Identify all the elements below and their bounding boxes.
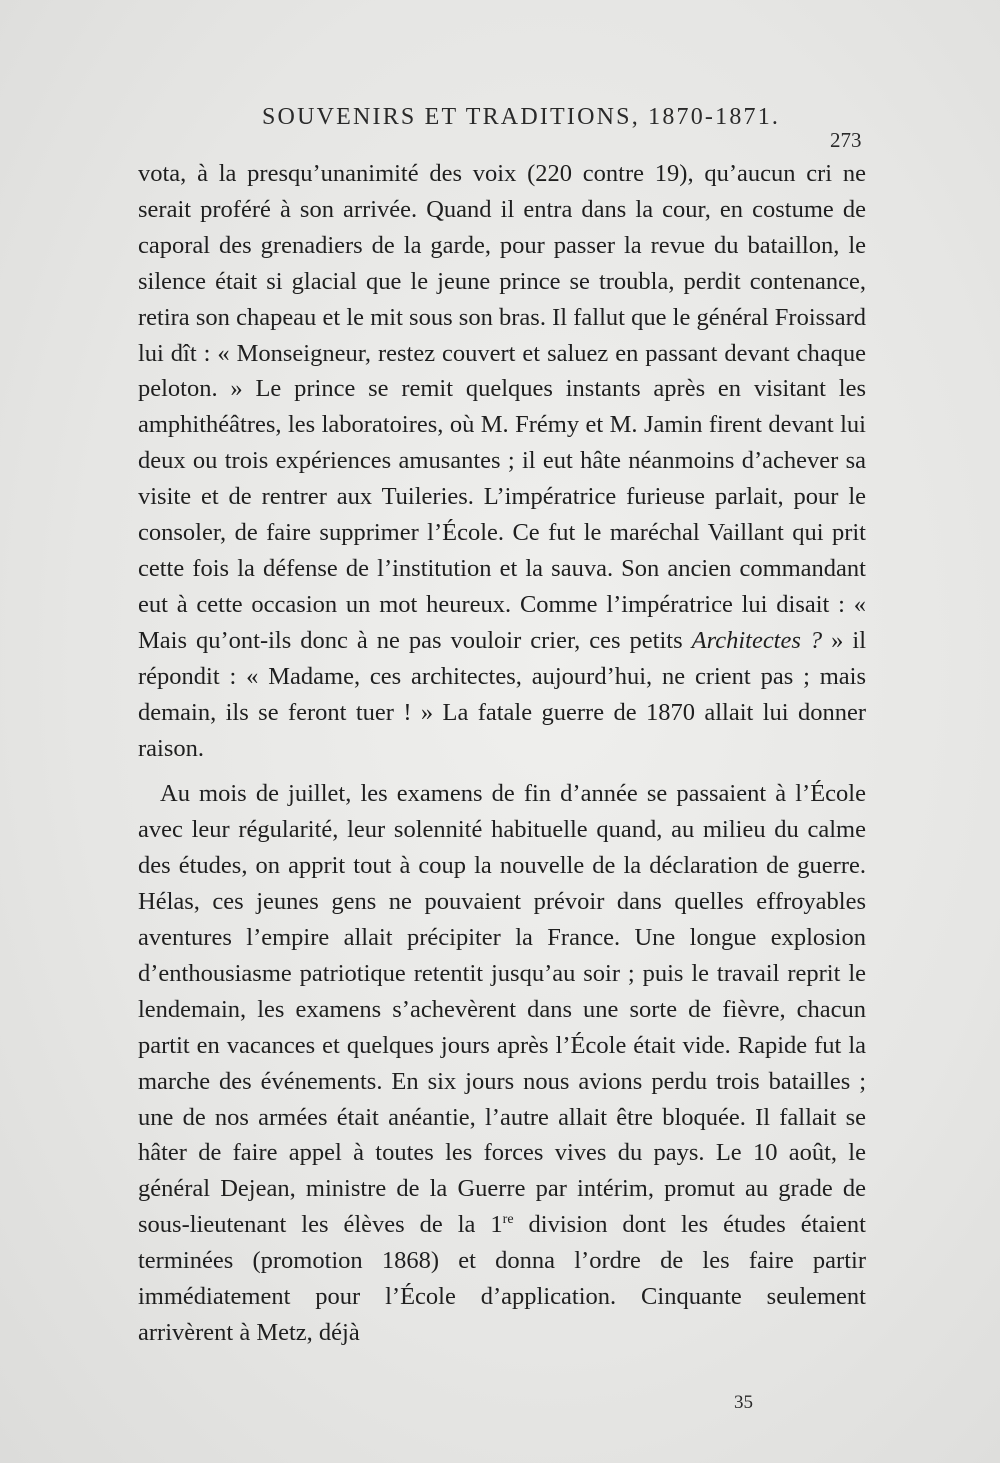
running-title: SOUVENIRS ET TRADITIONS, 1870-1871. bbox=[262, 104, 781, 130]
paragraph-1 bbox=[138, 156, 866, 766]
body-text bbox=[138, 156, 866, 1351]
paragraph-2-text-b: division dont les études étaient terminées (promotion 1868) et donna l’ordre de les faire partir immédiatement pour l’École d’application. Cinquante seulement arrivèrent à Metz, déjà bbox=[138, 1211, 866, 1346]
paragraph-2-superscript: re bbox=[502, 1212, 514, 1228]
paragraph-1-text-b: » il répondit : « Madame, ces architectes, aujourd’hui, ne crient pas ; mais demain, ils se feront tuer ! » La fatale guerre de 1870 allait lui donner raison. bbox=[138, 626, 866, 762]
page-number: 273 bbox=[830, 128, 862, 152]
paragraph-1-text-a: vota, à la presqu’unanimité des voix (220 contre 19), qu’aucun cri ne serait proféré à son arrivée. Quand il entra dans la cour, en costume de caporal des grenadiers de la garde, pour passer la revue du bataillon, le silence était si glacial que le jeune prince se troubla, perdit contenance, retira son chapeau et le mit sous son bras. Il fallut que le général Froissard lui dît : « Monseigneur, restez couvert et saluez en passant devant chaque peloton. » Le prince se remit quelques instants après en visitant les amphithéâtres, les laboratoires, où M. Frémy et M. Jamin firent devant lui deux ou trois expériences amusantes ; il eut hâte néanmoins d’achever sa visite et de rentrer aux Tuileries. L’impératrice furieuse parlait, pour le consoler, de faire supprimer l’École. Ce fut le maréchal Vaillant qui prit cette fois la défense de l’institution et la sauva. Son ancien commandant eut à cette occasion un mot heureux. Comme l’impératrice lui disait : « Mais qu’ont-ils donc à ne pas vouloir crier, ces petits bbox=[138, 160, 866, 654]
paragraph-2-text-a: Au mois de juillet, les examens de fin d’année se passaient à l’École avec leur régularité, leur solennité habituelle quand, au milieu du calme des études, on apprit tout à coup la nouvelle de la déclaration de guerre. Hélas, ces jeunes gens ne pouvaient prévoir dans quelles effroyables aventures l’empire allait précipiter la France. Une longue explosion d’enthousiasme patriotique retentit jusqu’au soir ; puis le travail reprit le lendemain, les examens s’achevèrent dans une sorte de fièvre, chacun partit en vacances et quelques jours après l’École était vide. Rapide fut la marche des événements. En six jours nous avions perdu trois batailles ; une de nos armées était anéantie, l’autre allait être bloquée. Il fallait se hâter de faire appel à toutes les forces vives du pays. Le 10 août, le général Dejean, ministre de la Guerre par intérim, promut au grade de sous-lieutenant les élèves de la 1 bbox=[138, 780, 866, 1239]
paragraph-1-italic: Architectes ? bbox=[691, 626, 823, 654]
signature-mark: 35 bbox=[734, 1392, 753, 1413]
paragraph-2 bbox=[138, 776, 866, 1351]
